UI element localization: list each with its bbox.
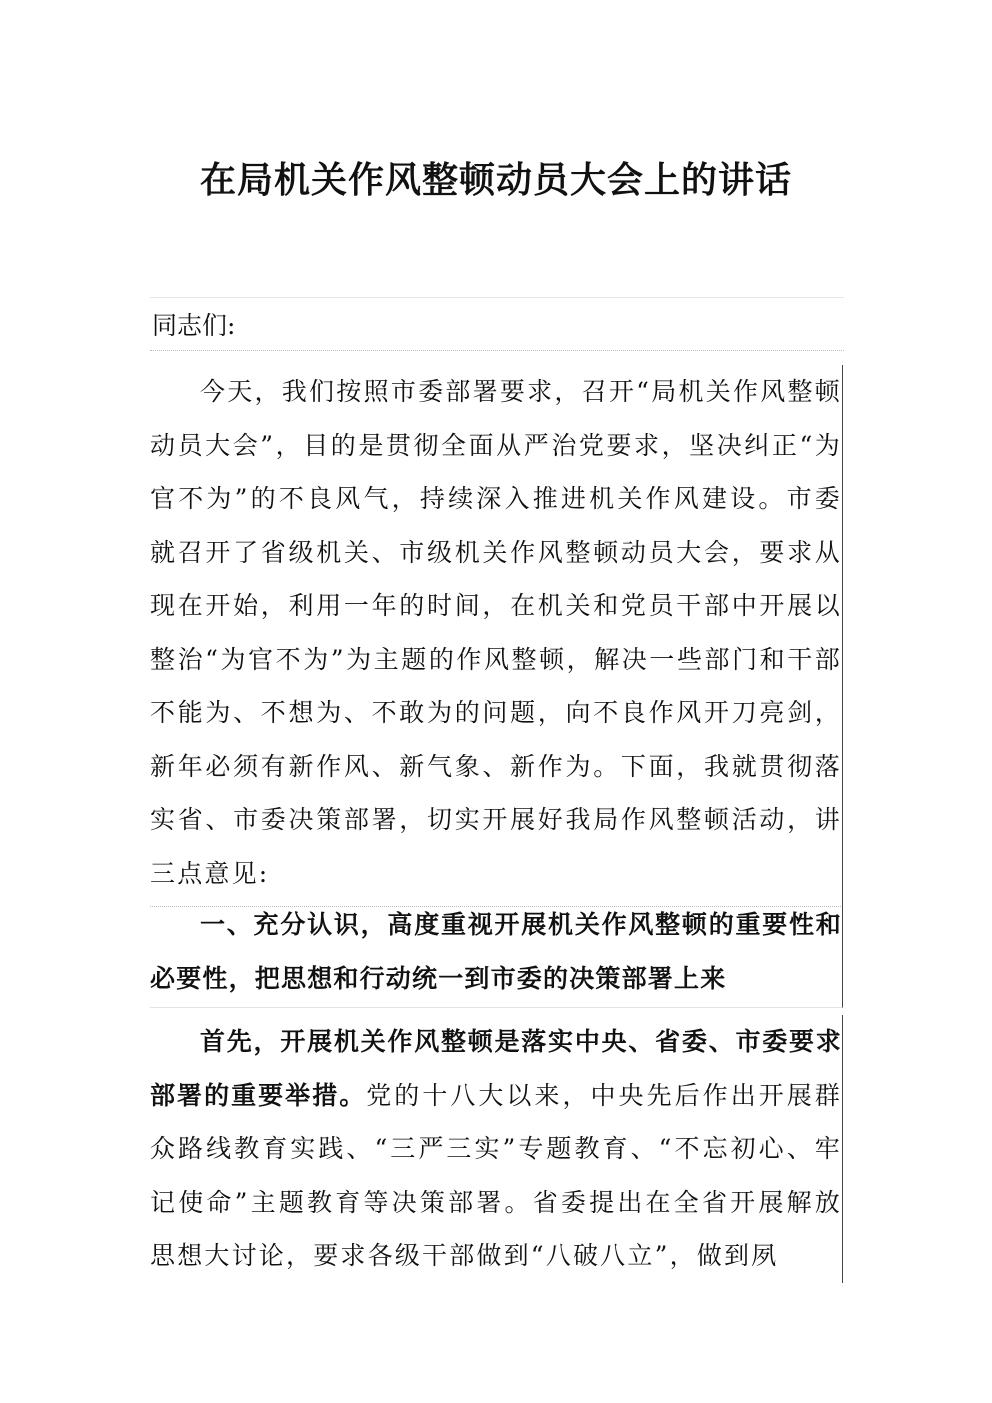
greeting: 同志们: — [150, 297, 844, 351]
paragraph-first-point — [150, 1015, 843, 1283]
paragraph-intro: 今天，我们按照市委部署要求，召开“局机关作风整顿动员大会”，目的是贯彻全面从严治党要求，坚决纠正“为官不为”的不良风气，持续深入推进机关作风建设。市委就召开了省级机关、市级机关作风整顿动员大会，要求从现在开始，利用一年的时间，在机关和党员干部中开展以整治“为官不为”为主题的作风整顿，解决一些部门和干部不能为、不想为、不敢为的问题，向不良作风开刀亮剑，新年必须有新作风、新气象、新作为。下面，我就贯彻落实省、市委决策部署，切实开展好我局作风整顿活动，讲三点意见: — [150, 365, 843, 907]
paragraph-body-text: 党的十八大以来，中央先后作出开展群众路线教育实践、“三严三实”专题教育、“不忘初心、牢记使命”主题教育等决策部署。省委提出在全省开展解放思想大讨论，要求各级干部做到“八破八立”，做到夙 — [150, 1080, 842, 1270]
document-title: 在局机关作风整顿动员大会上的讲话 — [199, 159, 792, 201]
section-heading-1: 一、充分认识，高度重视开展机关作风整顿的重要性和必要性，把思想和行动统一到市委的决策部署上来 — [150, 898, 843, 1008]
paragraph-lead-sentence: 首先，开展机关作风整顿是落实中央、省委、市委要求部署的重要举措。 — [150, 1027, 842, 1110]
